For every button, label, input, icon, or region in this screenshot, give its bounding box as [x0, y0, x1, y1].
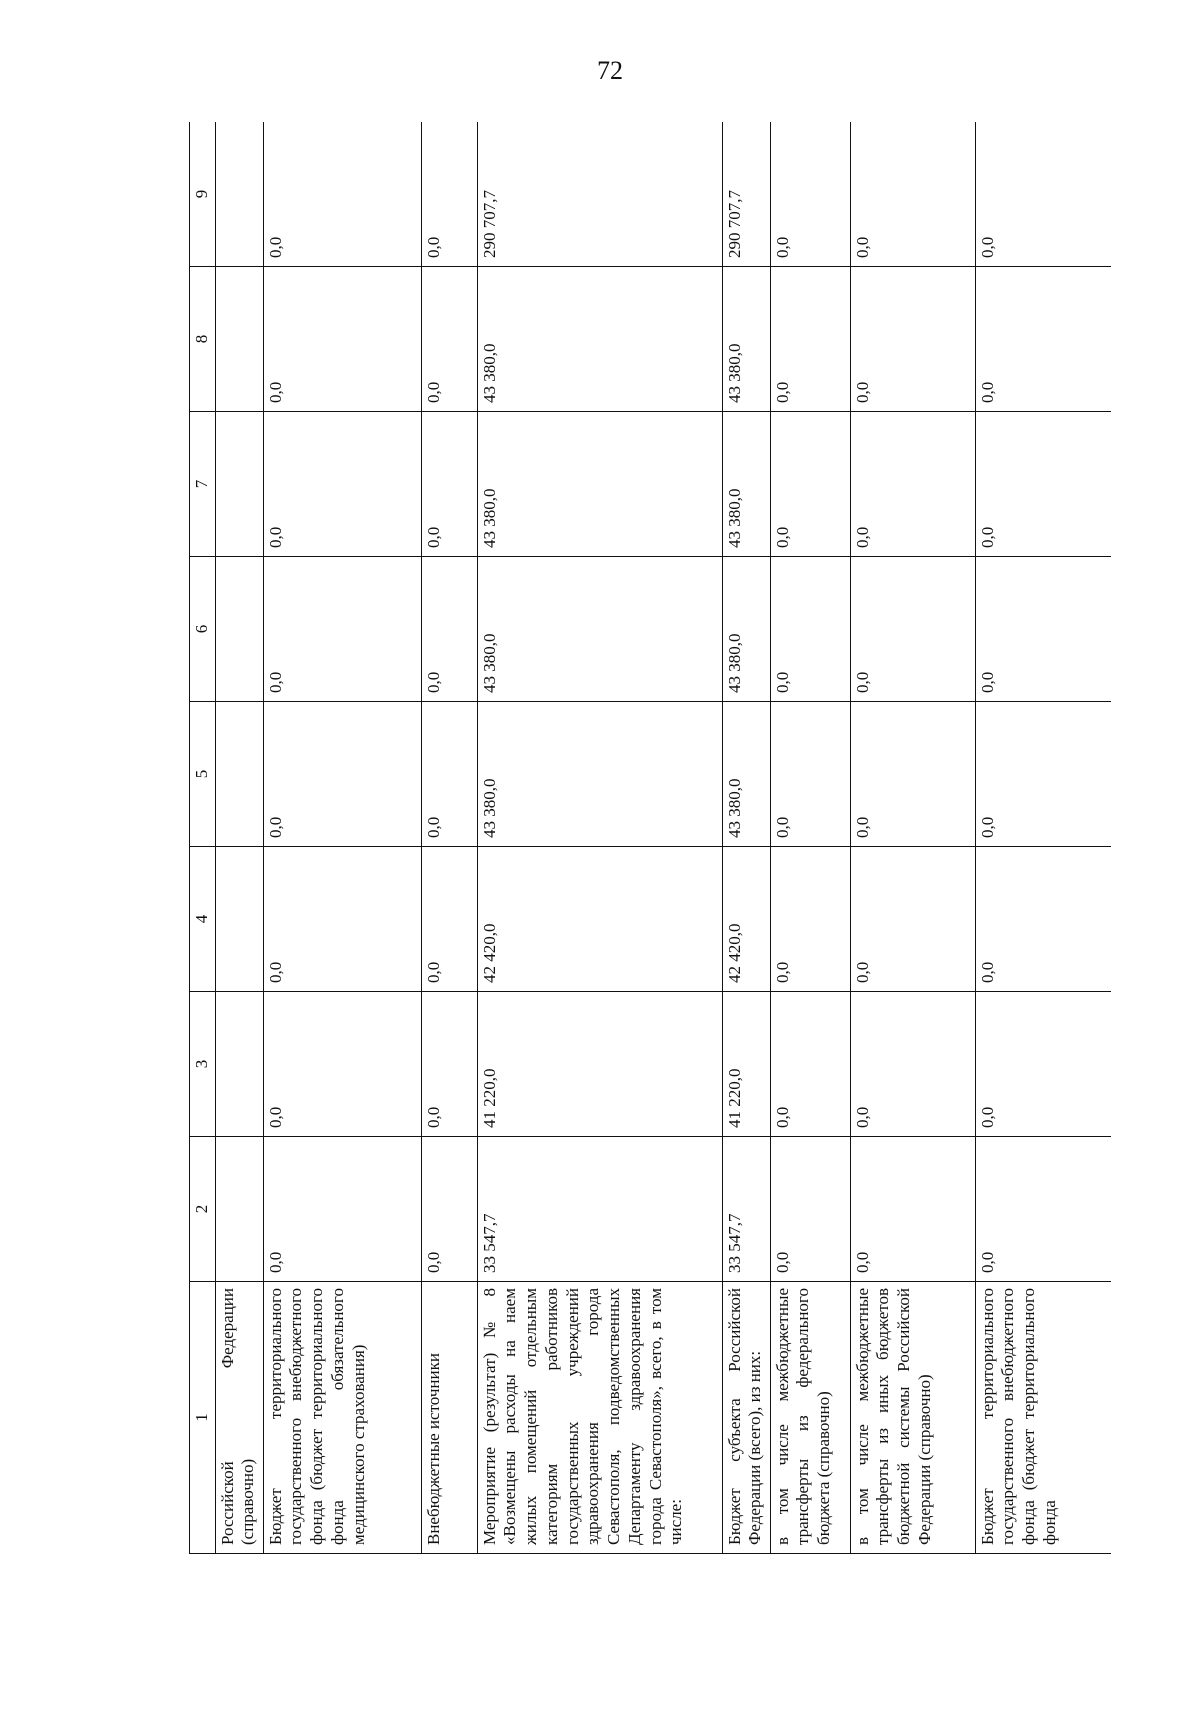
table-cell: 0,0 [263, 267, 421, 412]
row-label: Мероприятие (результат) № 8 «Возмещены расходы на наем жилых помещений отдельным категориям работников государственных учреждений здравоохранения города Севастополя, подведомственных Департаменту здравоохранения города Севастополя», всего, в том числе: [477, 1282, 722, 1554]
table-cell: 0,0 [421, 702, 477, 847]
table-cell: 0,0 [263, 122, 421, 267]
table-row [421, 122, 477, 1554]
row-label: Бюджет субъекта Российской Федерации (всего), из них: [722, 1282, 770, 1554]
table-cell [215, 557, 263, 702]
table-cell: 0,0 [263, 847, 421, 992]
table-cell [215, 992, 263, 1137]
budget-table [189, 122, 1111, 1554]
table-cell: 0,0 [975, 122, 1111, 267]
table-cell: 0,0 [770, 847, 850, 992]
table-cell: 0,0 [263, 412, 421, 557]
table-cell: 0,0 [770, 992, 850, 1137]
table-cell: 0,0 [421, 412, 477, 557]
table-row [263, 122, 421, 1554]
row-label: Российской Федерации (справочно) [215, 1282, 263, 1554]
table-cell: 0,0 [975, 1137, 1111, 1282]
table-cell: 0,0 [770, 702, 850, 847]
table-cell: 0,0 [421, 267, 477, 412]
column-header: 7 [190, 412, 216, 557]
table-cell: 0,0 [850, 1137, 975, 1282]
column-header: 3 [190, 992, 216, 1137]
header-row [190, 122, 216, 1554]
table-cell: 0,0 [850, 122, 975, 267]
table-cell: 0,0 [770, 267, 850, 412]
column-header: 9 [190, 122, 216, 267]
table-cell [215, 412, 263, 557]
table-cell: 0,0 [263, 1137, 421, 1282]
table-cell: 0,0 [975, 847, 1111, 992]
table-row [850, 122, 975, 1554]
table-cell: 43 380,0 [722, 557, 770, 702]
table-cell: 290 707,7 [722, 122, 770, 267]
table-cell: 0,0 [850, 412, 975, 557]
row-label: Внебюджетные источники [421, 1282, 477, 1554]
column-header: 5 [190, 702, 216, 847]
row-label: в том числе межбюджетные трансферты из иных бюджетов бюджетной системы Российской Федерации (справочно) [850, 1282, 975, 1554]
row-label: Бюджет территориального государственного внебюджетного фонда (бюджет территориального фонда обязательного медицинского страхования) [263, 1282, 421, 1554]
table-row [477, 122, 722, 1554]
table-row [215, 122, 263, 1554]
table-cell: 0,0 [770, 557, 850, 702]
column-header: 1 [190, 1282, 216, 1554]
table-cell: 0,0 [421, 1137, 477, 1282]
table-cell: 43 380,0 [477, 557, 722, 702]
table-cell: 0,0 [975, 557, 1111, 702]
table-cell: 41 220,0 [722, 992, 770, 1137]
table-cell: 0,0 [263, 557, 421, 702]
table-cell: 43 380,0 [477, 412, 722, 557]
table-cell: 0,0 [263, 992, 421, 1137]
row-label: Бюджет территориального государственного внебюджетного фонда (бюджет территориального фонда [975, 1282, 1111, 1554]
table-cell: 41 220,0 [477, 992, 722, 1137]
table-cell: 0,0 [975, 267, 1111, 412]
page-number: 72 [597, 56, 623, 85]
table-cell: 43 380,0 [722, 702, 770, 847]
table-cell: 0,0 [421, 992, 477, 1137]
budget-table-container [189, 122, 1111, 1554]
table-cell: 0,0 [770, 122, 850, 267]
table-cell: 0,0 [421, 847, 477, 992]
table-cell: 0,0 [975, 992, 1111, 1137]
table-cell: 0,0 [421, 557, 477, 702]
table-cell: 0,0 [850, 847, 975, 992]
table-cell: 0,0 [850, 992, 975, 1137]
table-row [975, 122, 1111, 1554]
table-cell: 42 420,0 [722, 847, 770, 992]
table-cell: 0,0 [770, 412, 850, 557]
column-header: 4 [190, 847, 216, 992]
table-cell: 0,0 [263, 702, 421, 847]
table-cell [215, 1137, 263, 1282]
table-cell: 0,0 [850, 557, 975, 702]
table-cell: 0,0 [421, 122, 477, 267]
column-header: 2 [190, 1137, 216, 1282]
table-cell [215, 122, 263, 267]
table-cell [215, 847, 263, 992]
column-header: 6 [190, 557, 216, 702]
table-cell [215, 267, 263, 412]
table-cell: 33 547,7 [477, 1137, 722, 1282]
table-row [722, 122, 770, 1554]
table-cell [215, 702, 263, 847]
table-cell: 0,0 [975, 412, 1111, 557]
column-header: 8 [190, 267, 216, 412]
table-cell: 33 547,7 [722, 1137, 770, 1282]
table-row [770, 122, 850, 1554]
table-cell: 43 380,0 [477, 702, 722, 847]
table-cell: 43 380,0 [477, 267, 722, 412]
table-cell: 42 420,0 [477, 847, 722, 992]
table-cell: 0,0 [975, 702, 1111, 847]
table-cell: 43 380,0 [722, 412, 770, 557]
table-cell: 0,0 [850, 702, 975, 847]
table-cell: 290 707,7 [477, 122, 722, 267]
table-cell: 0,0 [850, 267, 975, 412]
table-cell: 43 380,0 [722, 267, 770, 412]
table-cell: 0,0 [770, 1137, 850, 1282]
row-label: в том числе межбюджетные трансферты из федерального бюджета (справочно) [770, 1282, 850, 1554]
